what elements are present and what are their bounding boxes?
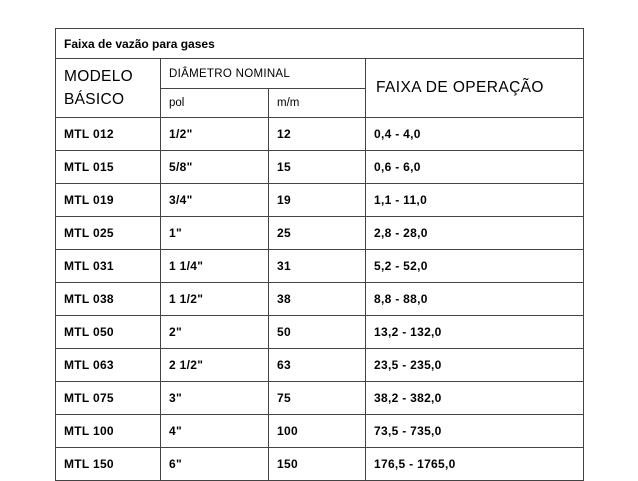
cell-pol: 3" bbox=[161, 382, 269, 415]
cell-mm: 25 bbox=[269, 217, 366, 250]
header-row-1 bbox=[56, 59, 584, 89]
cell-pol: 2" bbox=[161, 316, 269, 349]
cell-pol: 2 1/2" bbox=[161, 349, 269, 382]
cell-mm: 150 bbox=[269, 448, 366, 481]
cell-mm: 15 bbox=[269, 151, 366, 184]
table-row bbox=[56, 349, 584, 382]
table-row bbox=[56, 184, 584, 217]
table-caption-row bbox=[56, 29, 584, 59]
table-row bbox=[56, 217, 584, 250]
table-row bbox=[56, 283, 584, 316]
table-row bbox=[56, 382, 584, 415]
cell-faixa: 73,5 - 735,0 bbox=[366, 415, 584, 448]
cell-mm: 31 bbox=[269, 250, 366, 283]
cell-modelo: MTL 038 bbox=[56, 283, 161, 316]
header-mm: m/m bbox=[269, 89, 366, 118]
cell-faixa: 1,1 - 11,0 bbox=[366, 184, 584, 217]
cell-faixa: 8,8 - 88,0 bbox=[366, 283, 584, 316]
cell-modelo: MTL 031 bbox=[56, 250, 161, 283]
cell-mm: 100 bbox=[269, 415, 366, 448]
cell-pol: 5/8" bbox=[161, 151, 269, 184]
table-row bbox=[56, 118, 584, 151]
table-row bbox=[56, 151, 584, 184]
table-row bbox=[56, 448, 584, 481]
cell-pol: 3/4" bbox=[161, 184, 269, 217]
cell-faixa: 0,6 - 6,0 bbox=[366, 151, 584, 184]
header-pol: pol bbox=[161, 89, 269, 118]
cell-pol: 1/2" bbox=[161, 118, 269, 151]
cell-modelo: MTL 025 bbox=[56, 217, 161, 250]
table-row bbox=[56, 316, 584, 349]
cell-faixa: 23,5 - 235,0 bbox=[366, 349, 584, 382]
cell-mm: 19 bbox=[269, 184, 366, 217]
header-modelo-basico bbox=[56, 59, 161, 118]
gas-flow-range-table bbox=[55, 28, 584, 481]
cell-faixa: 2,8 - 28,0 bbox=[366, 217, 584, 250]
header-modelo-line2: BÁSICO bbox=[64, 91, 125, 108]
cell-mm: 12 bbox=[269, 118, 366, 151]
cell-modelo: MTL 075 bbox=[56, 382, 161, 415]
cell-modelo: MTL 012 bbox=[56, 118, 161, 151]
cell-pol: 4" bbox=[161, 415, 269, 448]
table-row bbox=[56, 415, 584, 448]
header-diametro-nominal: DIÂMETRO NOMINAL bbox=[161, 59, 366, 89]
cell-pol: 1 1/2" bbox=[161, 283, 269, 316]
cell-modelo: MTL 150 bbox=[56, 448, 161, 481]
cell-modelo: MTL 019 bbox=[56, 184, 161, 217]
table-caption: Faixa de vazão para gases bbox=[56, 29, 584, 59]
table-row bbox=[56, 250, 584, 283]
cell-faixa: 13,2 - 132,0 bbox=[366, 316, 584, 349]
cell-pol: 6" bbox=[161, 448, 269, 481]
gas-flow-table-container bbox=[55, 28, 583, 481]
cell-modelo: MTL 100 bbox=[56, 415, 161, 448]
cell-mm: 75 bbox=[269, 382, 366, 415]
cell-modelo: MTL 050 bbox=[56, 316, 161, 349]
header-modelo-line1: MODELO bbox=[64, 68, 133, 85]
cell-faixa: 38,2 - 382,0 bbox=[366, 382, 584, 415]
cell-mm: 63 bbox=[269, 349, 366, 382]
cell-mm: 38 bbox=[269, 283, 366, 316]
table-body bbox=[56, 118, 584, 481]
cell-faixa: 0,4 - 4,0 bbox=[366, 118, 584, 151]
cell-modelo: MTL 015 bbox=[56, 151, 161, 184]
cell-pol: 1" bbox=[161, 217, 269, 250]
cell-faixa: 5,2 - 52,0 bbox=[366, 250, 584, 283]
cell-modelo: MTL 063 bbox=[56, 349, 161, 382]
cell-faixa: 176,5 - 1765,0 bbox=[366, 448, 584, 481]
header-faixa-operacao: FAIXA DE OPERAÇÃO bbox=[366, 59, 584, 118]
cell-pol: 1 1/4" bbox=[161, 250, 269, 283]
cell-mm: 50 bbox=[269, 316, 366, 349]
